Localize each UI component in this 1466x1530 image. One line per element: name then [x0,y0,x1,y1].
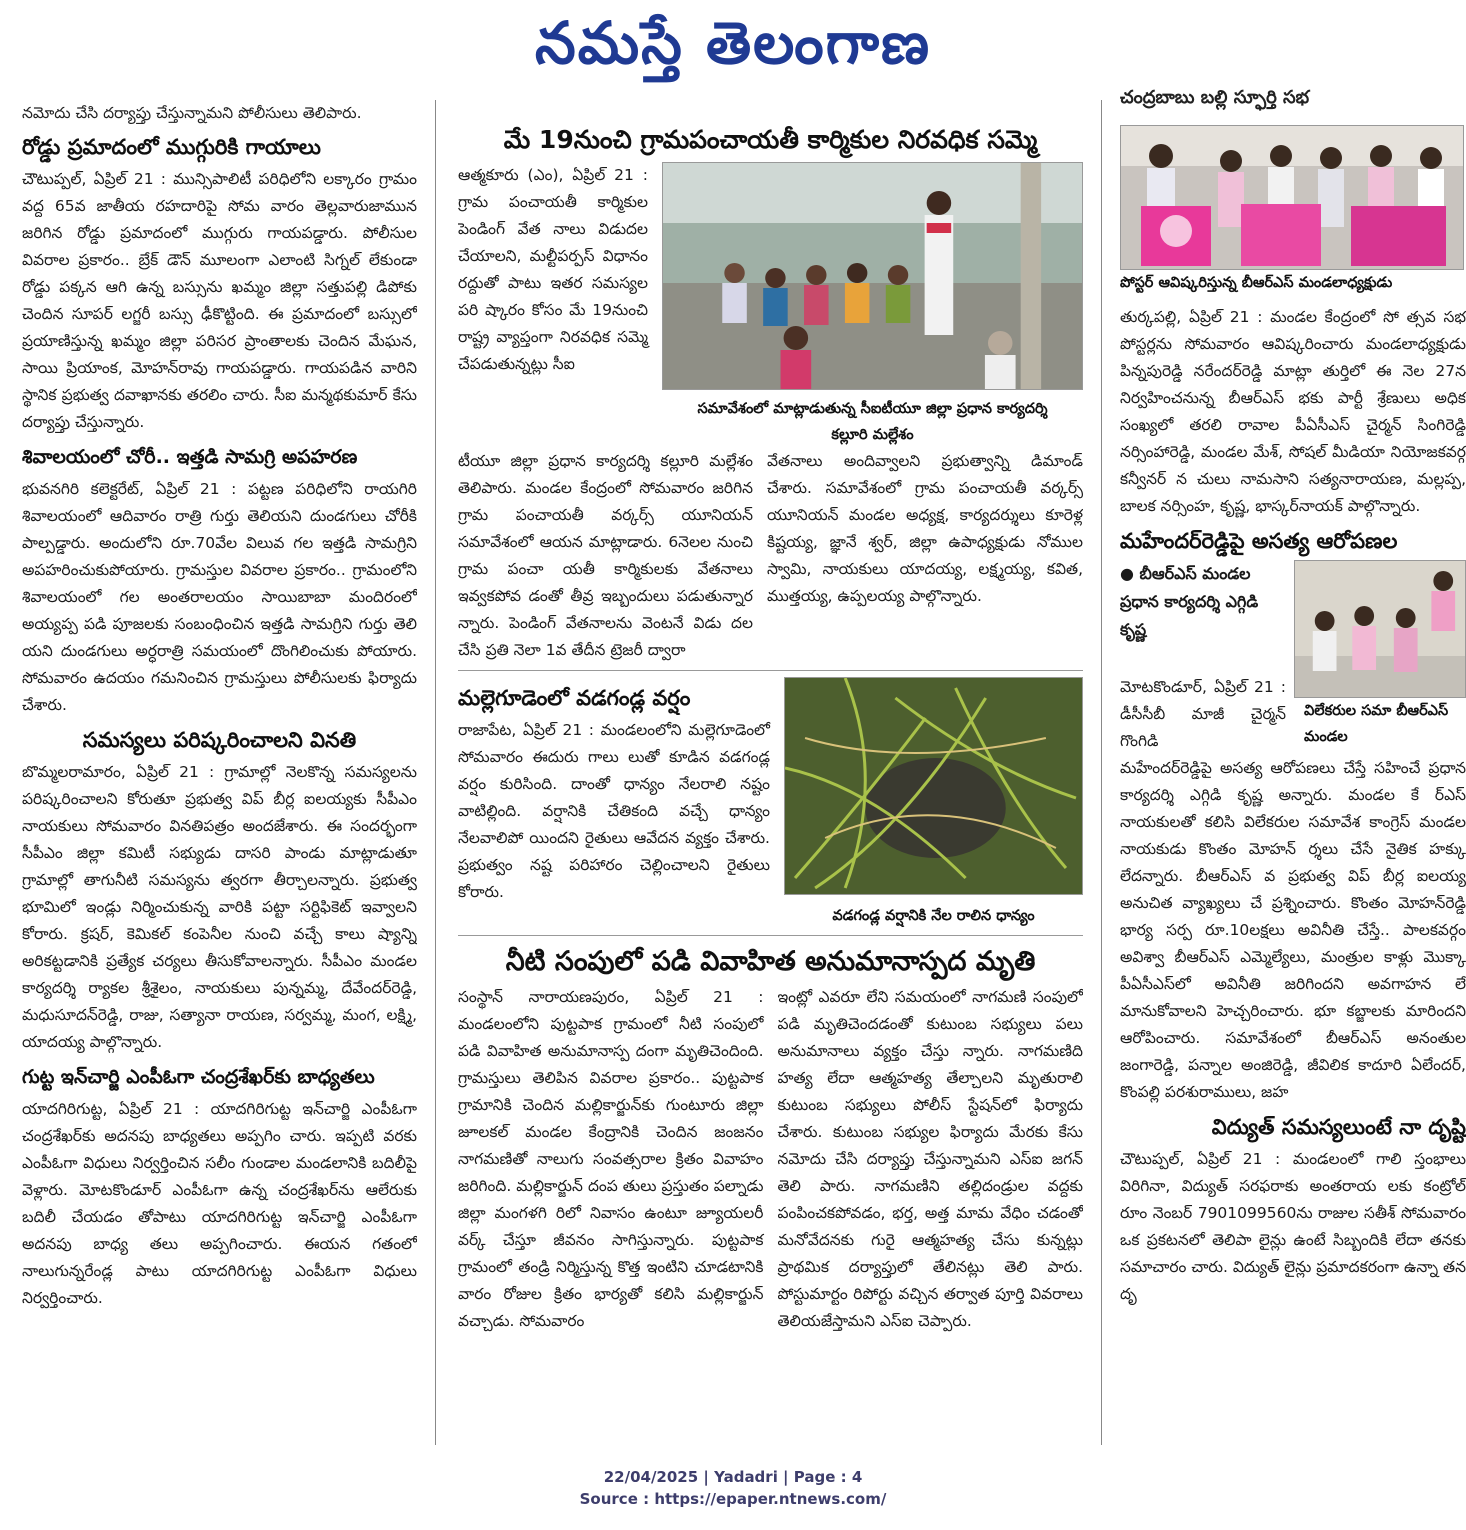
meeting-photo-caption: సమావేశంలో మాట్లాడుతున్న సీఐటీయూ జిల్లా ప్రధాన కార్యదర్శి కల్లూరి మల్లేశం [697,401,1048,443]
meeting-photo [662,162,1083,390]
page-footer [0,1466,1466,1510]
article-strike-top [458,162,1083,448]
allegations-bullet-text: బీఆర్ఎస్ మండల ప్రధాన కార్యదర్శి ఎగ్గిడి కృష్ణ [1120,564,1259,639]
article-heading-strike: మే 19నుంచి గ్రామపంచాయతీ కార్మికుల నిరవధిక సమ్మె [503,125,1038,154]
article-suspicious-death [458,984,1083,1335]
crop-damage-photo [784,677,1083,895]
crop-damage-caption: వడగండ్ల వర్షానికి నేల రాలిన ధాన్యం [832,908,1035,924]
article-body-road-accident: చౌటుప్పల్, ఏప్రిల్ 21 : మున్సిపాలిటీ పరిధిలోని లక్కారం గ్రామం వద్ద 65వ జాతీయ రహదారిపై సోమ వారం తెల్లవారుజామున జరిగిన రోడ్డు ప్రమాదంలో ముగ్గురు గాయపడ్డారు. పోలీసుల వివరాల ప్రకారం.. బ్రేక్ డౌన్ మూలంగా ఎలాంటి సిగ్నల్ లేకుండా రోడ్డు పక్కన ఆగి ఉన్న బస్సును ఖమ్మం జిల్లా సత్తుపల్లి డిపోకు చెందిన సూపర్ లగ్జరీ బస్సు ఢీకొట్టింది. ఈ ప్రమాదంలో బస్సులో ప్రయాణిస్తున్న ఖమ్మం జిల్లా పరిసర ప్రాంతాలకు చెందిన మేఘన, సాయి ప్రియాంక, మోహన్‌రావు గాయపడ్డారు. గాయపడిన వారిని స్థానిక ప్రభుత్వ దవాఖానకు తరలిం చారు. సీఐ మన్మథకుమార్ కేసు దర్యాప్తు చేస్తున్నారు. [22,170,417,431]
article-body-poster: తుర్కపల్లి, ఏప్రిల్ 21 : మండల కేంద్రంలో సో త్సవ సభ పోస్టర్లను సోమవారం ఆవిష్కరించారు మండలాధ్యక్షుడు పిన్నపురెడ్డి నరేందర్‌రెడ్డి మాట్లా తుర్తిలో ఈ నెల 27న నిర్వహించనున్న బీఆర్ఎస్ భకు పార్టీ శ్రేణులు అధిక సంఖ్యలో తరలి రావాల పీఏసీఎస్ చైర్మన్ సింగిరెడ్డి నర్సింహారెడ్డి, మండల మేశ్, సోషల్ మీడియా నియోజకవర్గ కన్వీనర్ న చులు నామసాని సత్యనారాయణ, మల్లప్ప, బాలక నర్సింహ, కృష్ణ, భాస్కర్‌నాయక్ పాల్గొన్నారు. [1120,308,1466,515]
article-heading-mpo-charge: గుట్ట ఇన్‌చార్జి ఎంపీఓగా చంద్రశేఖర్‌కు బాధ్యతలు [22,1066,375,1088]
footer-source-link[interactable]: Source : https://epaper.ntnews.com/ [579,1490,887,1508]
article-body-temple-theft: భువనగిరి కలెక్టరేట్, ఏప్రిల్ 21 : పట్టణ పరిధిలోని రాయగిరి శివాలయంలో ఆదివారం రాత్రి గుర్తు తెలియని దుండగులు చోరీకి పాల్పడ్డారు. అందులోని రూ.70వేల విలువ గల ఇత్తడి సామగ్రిని అపహరించుకుపోయారు. గ్రామస్తుల వివరాల ప్రకారం.. గ్రామంలోని శివాలయంలో గల అంతరాలయం సాయిబాబా మందిరంలో అయ్యప్ప పడి పూజలకు సంబంధించిన ఇత్తడి సామగ్రిని గుర్తు తెలి యని దుండగులు అర్ధరాత్రి సమయంలో దొంగిలించుకు పోయారు. సోమవారం ఉదయం గమనించిన గ్రామస్తులు పోలీసులకు ఫిర్యాదు చేశారు. [22,480,417,714]
footer-date-edition: 22/04/2025 | Yadadri | Page : 4 [603,1468,863,1486]
column-center [458,100,1083,1440]
article-body-petition: బొమ్మలరామారం, ఏప్రిల్ 21 : గ్రామాల్లో నెలకొన్న సమస్యలను పరిష్కరించాలని కోరుతూ ప్రభుత్వ విప్ బీర్ల ఐలయ్యకు సీపీఎం నాయకులు సోమవారం వినతిపత్రం అందజేశారు. ఈ సందర్భంగా సీపీఎం జిల్లా కమిటీ సభ్యుడు దాసరి పాండు మాట్లాడుతూ గ్రామాల్లో తాగునీటి సమస్యను త్వరగా తీర్చాలన్నారు. ప్రభుత్వ భూమిలో ఇండ్లు నిర్మించుకున్న వారికి పట్టా సర్టిఫికెట్ ఇవ్వాలని కోరారు. క్రషర్, కెమికల్ కంపెనీల నుంచి వచ్చే కాలు ష్యాన్ని అరికట్టడానికి ప్రత్యేక చర్యలు తీసుకోవాలన్నారు. సీపీఎం మండల కార్యదర్శి ర్యాకల శ్రీశైలం, నాయకులు పున్నమ్మ, దేవేందర్‌రెడ్డి, మధుసూదన్‌రెడ్డి, రాజు, సత్యానా రాయణ, సర్వమ్మ, మంగ, లక్ష్మి, యాదయ్య పాల్గొన్నారు. [22,763,417,1051]
column-divider-right [1101,100,1102,1445]
article-heading-petition: సమస్యలు పరిష్కరించాలని వినతి [82,728,357,752]
article-body-power: చౌటుప్పల్, ఏప్రిల్ 21 : మండలంలో గాలి స్తంభాలు విరిగినా, విద్యుత్ సరఫరాకు అంతరాయ లకు కంట్రోల్ రూం నెంబర్ 7901099560ను రాజుల సతీశ్ సోమవారం ఒక ప్రకటనలో తెలిపా లైన్లు ఉంటే సిబ్బందికి లేదా తనకు సమాచారం చారు. విద్యుత్ లైన్లు ప్రమాదకరంగా ఉన్నా తన దృ [1120,1150,1466,1303]
article-lead-allegations: మోటకొండూర్, ఏప్రిల్ 21 : డీసీసీబీ మాజీ చైర్మన్ గొంగిడి [1120,678,1286,750]
bullet-icon: ● [1120,564,1140,583]
article-body-allegations: మహేందర్‌రెడ్డిపై అసత్య ఆరోపణలు చేస్తే సహించే ప్రధాన కార్యదర్శి ఎగ్గిడి కృష్ణ అన్నారు. మండల కే ర్ఎస్ నాయకులతో కలిసి విలేకరుల సమావేశ కాంగ్రెస్ మండల నాయకుడు కొంతం మోహన్‌ ర్శలు చేసే నైతిక హక్కు లేదన్నారు. బీఆర్ఎస్ వ ప్రభుత్వ విప్ బీర్ల ఐలయ్య అనుచిత వ్యాఖ్యలు చే ప్రశ్నించారు. కొంతం మోహన్‌రెడ్డి భార్య సర్ప రూ.10లక్షలు అవినీతి చేస్తే.. పాలకవర్గం అవిశ్వా బీఆర్ఎస్ ఎమ్మెల్యేలు, మంత్రుల కాళ్లు మొక్కా పీఏసీఎస్‌లో అవినీతి జరిగిందని అవగాహన లే మానుకోవాలని హెచ్చరించారు. భూ కబ్జాలకు మారిందని ఆరోపించారు. సమావేశంలో బీఆర్ఎస్ అనంతుల జంగారెడ్డి, పన్నాల అంజిరెడ్డి, జీవిలిక కాదూరి ఏలేందర్, కొంపల్లి పరశురాములు, జహ [1120,759,1466,1101]
article-strike-bottom [458,448,1083,664]
continued-heading-fragment: చంద్రబాబు బల్లి స్ఫూర్తి సభ [1120,87,1310,108]
allegations-top [1120,560,1466,755]
continued-fragment: నమోదు చేసి దర్యాప్తు చేస్తున్నామని పోలీసులు తెలిపారు. [22,104,362,122]
allegations-bullet [1120,560,1286,644]
article-body-strike-lead: ఆత్మకూరు (ఎం), ఏప్రిల్ 21 : గ్రామ పంచాయతీ కార్మికుల పెండింగ్ వేత నాలు విడుదల చేయాలని, మల్టీపర్పస్ విధానం రద్దుతో పాటు ఇతర సమస్యల పరి ష్కారం కోసం మే 19నుంచి రాష్ట్ర వ్యాప్తంగా నిరవధిక సమ్మె చేపడుతున్నట్లు సీఐ [458,166,648,373]
column-left [22,100,417,1440]
column-divider-left [435,100,436,1445]
article-body-death-right: ఇంట్లో ఎవరూ లేని సమయంలో నాగమణి సంపులో పడి మృతిచెందడంతో కుటుంబ సభ్యులు పలు అనుమానాలు వ్యక్తం చేస్తు న్నారు. నాగమణిది హత్య లేదా ఆత్మహత్య తేల్చాలని మృతురాలి కుటుంబ సభ్యులు పోలీస్ స్టేషన్‌లో ఫిర్యాదు చేశారు. కుటుంబ సభ్యుల ఫిర్యాదు మేరకు కేసు నమోదు చేసి దర్యాప్తు చేస్తున్నామని ఎస్‌ఐ జగన్ తెలి పారు. నాగమణిని తల్లిదండ్రుల వద్దకు పంపించకపోవడం, భర్త, అత్త మామ వేధిం చడంతో మనోవేదనకు గురై ఆత్మహత్య చేసు కున్నట్లు ప్రాథమిక దర్యాప్తులో తేలినట్లు తెలి పారు. పోస్టుమార్టం రిపోర్టు వచ్చిన తర్వాత పూర్తి వివరాలు తెలియజేస్తామని ఎస్‌ఐ చెప్పారు. [777,988,1083,1330]
poster-photo-caption: పోస్టర్ ఆవిష్కరిస్తున్న బీఆర్ఎస్ మండలాధ్యక్షుడు [1120,275,1393,291]
article-body-strike-continued: టీయూ జిల్లా ప్రధాన కార్యదర్శి కల్లూరి మల్లేశం తెలిపారు. మండల కేంద్రంలో సోమవారం జరిగిన గ్రామ పంచాయతీ వర్కర్స్ యూనియన్ సమావేశంలో ఆయన మాట్లాడారు. 6నెలల నుంచి గ్రామ పంచా యతీ కార్మికులకు వేతనాలు ఇవ్వకపోవ డంతో తీవ్ర ఇబ్బందులు పడుతున్నార న్నారు. పెండింగ్ వేతనాలను వెంటనే విడు దల చేసి ప్రతి నెలా 1వ తేదీన ట్రెజరీ ద్వారా [458,452,753,659]
section-divider [458,670,1083,671]
masthead-title: నమస్తే తెలంగాణ [535,9,931,77]
article-body-strike-right: వేతనాలు అందివ్వాలని ప్రభుత్వాన్ని డిమాండ్ చేశారు. సమావేశంలో గ్రామ పంచాయతీ వర్కర్స్ యూనియన్ మండల అధ్యక్ష, కార్యదర్శులు కూరెళ్ల కిష్టయ్య, జ్ఞానే శ్వర్, జిల్లా ఉపాధ్యక్షుడు నోముల స్వామి, నాయకులు యాదయ్య, లక్ష్మయ్య, కవిత, ముత్తయ్య, ఉప్పలయ్య పాల్గొన్నారు. [767,452,1083,605]
poster-launch-photo [1120,125,1464,270]
article-hailstorm [458,677,1083,929]
press-meet-caption: విలేకరుల సమా బీఆర్ఎస్ మండల [1304,703,1449,745]
article-heading-hailstorm: మల్లెగూడెంలో వడగండ్ల వర్షం [458,686,691,710]
article-body-death-left: సంస్థాన్ నారాయణపురం, ఏప్రిల్ 21 : మండలంలోని పుట్టపాక గ్రామంలో నీటి సంపులో పడి వివాహిత అనుమానాస్ప దంగా మృతిచెందింది. గ్రామస్తులు తెలిపిన వివరాల ప్రకారం.. పుట్టపాక గ్రామానికి చెందిన మల్లికార్జున్‌కు గుంటూరు జిల్లా జూలకల్ మండల కేంద్రానికి చెందిన జంజనం నాగమణితో నాలుగు సంవత్సరాల క్రితం వివాహం జరిగింది. మల్లికార్జున్ దంప తులు ప్రస్తుతం పల్నాడు జిల్లా మంగళగి రిలో నివాసం ఉంటూ జ్యూయలరీ వర్క్ చేస్తూ జీవనం సాగిస్తున్నారు. పుట్టపాక గ్రామంలో తండ్రి నిర్మిస్తున్న కొత్త ఇంటిని చూడటానికి వారం రోజుల క్రితం భార్యతో కలిసి మల్లికార్జున్ వచ్చాడు. సోమవారం [458,988,764,1330]
article-heading-suspicious-death: నీటి సంపులో పడి వివాహిత అనుమానాస్పద మృతి [505,946,1036,977]
press-meet-photo [1294,560,1466,698]
section-divider [458,935,1083,936]
article-heading-road-accident: రోడ్డు ప్రమాదంలో ముగ్గురికి గాయాలు [22,135,321,159]
article-heading-temple-theft: శివాలయంలో చోరీ.. ఇత్తడి సామగ్రి అపహరణ [22,446,358,468]
article-body-mpo-charge: యాదగిరిగుట్ట, ఏప్రిల్ 21 : యాదగిరిగుట్ట ఇన్‌చార్జి ఎంపీఓగా చంద్రశేఖర్‌కు అదనపు బాధ్యతలు అప్పగిం చారు. ఇప్పటి వరకు ఎంపీఓగా విధులు నిర్వర్తించిన సలీం గుండాల మండలానికి బదిలీపై వెళ్లారు. మోటకొండూర్ ఎంపీఓగా ఉన్న చంద్రశేఖర్‌ను ఆలేరుకు బదిలీ చేయడం తోపాటు యాదగిరిగుట్ట ఇన్‌చార్జి ఎంపీఓగా అదనపు బాధ్య తలు అప్పగించారు. ఈయన గతంలో నాలుగున్నరేండ్ల పాటు యాదగిరిగుట్ట ఎంపీఓగా విధులు నిర్వర్తించారు. [22,1100,417,1307]
article-body-hailstorm: రాజాపేట, ఏప్రిల్ 21 : మండలంలోని మల్లెగూడెంలో సోమవారం ఈదురు గాలు లుతో కూడిన వడగండ్ల వర్షం కురిసింది. దాంతో ధాన్యం నేలరాలి నష్టం వాటిల్లింది. వర్షానికి చేతికంది వచ్చే ధాన్యం నేలవాలిపో యిందని రైతులు ఆవేదన వ్యక్తం చేశారు. ప్రభుత్వం నష్ట పరిహారం చెల్లించాలని రైతులు కోరారు. [458,721,770,901]
article-heading-allegations: మహేందర్‌రెడ్డిపై అసత్య ఆరోపణల [1120,529,1398,553]
column-right [1120,85,1466,1445]
article-heading-power: విద్యుత్ సమస్యలుంటే నా దృష్టి [1211,1115,1466,1139]
